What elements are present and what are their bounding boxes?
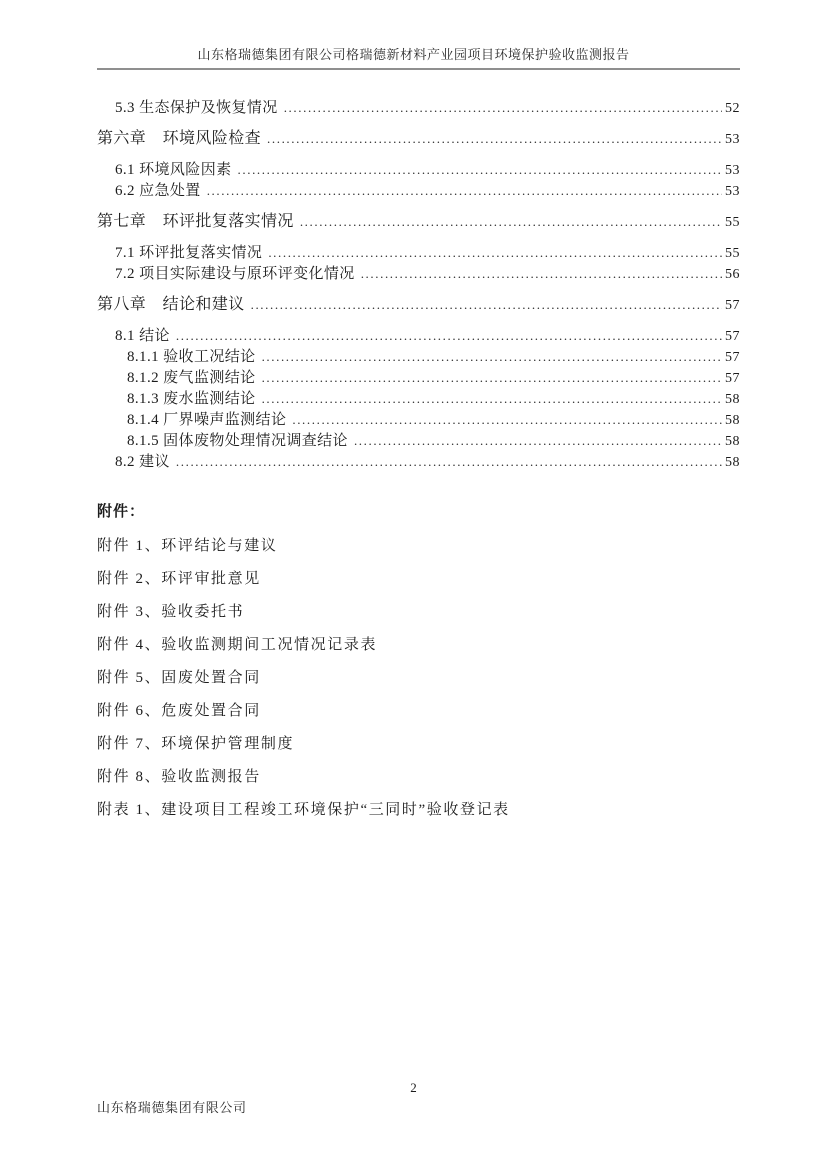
toc-entry — [97, 159, 740, 180]
toc-entry-label: 7.2 项目实际建设与原环评变化情况 — [115, 266, 355, 282]
toc-entry-label: 6.1 环境风险因素 — [115, 162, 232, 178]
toc-entry — [97, 409, 740, 430]
toc-entry — [97, 242, 740, 263]
toc-entry — [97, 346, 740, 367]
toc-entry-page: 57 — [725, 350, 740, 365]
toc-leader-dots — [207, 180, 722, 202]
toc-entry-page: 58 — [725, 413, 740, 428]
attachment-item: 附件 4、验收监测期间工况情况记录表 — [97, 637, 378, 653]
toc-leader-dots — [176, 325, 722, 347]
toc-entry-label: 8.1 结论 — [115, 328, 170, 344]
toc-entry — [97, 263, 740, 284]
page-header-title: 山东格瑞德集团有限公司格瑞德新材料产业园项目环境保护验收监测报告 — [197, 47, 630, 62]
toc-entry-page: 53 — [725, 163, 740, 178]
attachment-item: 附件 2、环评审批意见 — [97, 571, 261, 587]
toc-entry-page: 52 — [725, 101, 740, 116]
toc-entry-page: 57 — [725, 371, 740, 386]
toc-leader-dots — [268, 242, 722, 264]
toc-entry-page: 58 — [725, 434, 740, 449]
toc-leader-dots — [354, 430, 722, 452]
toc-entry — [97, 451, 740, 472]
header-rule — [97, 68, 740, 70]
attachments-list — [97, 536, 740, 833]
attachment-item: 附表 1、建设项目工程竣工环境保护“三同时”验收登记表 — [97, 802, 510, 818]
toc-entry-label: 第六章 环境风险检查 — [97, 130, 262, 147]
toc-leader-dots — [300, 211, 722, 232]
toc-entry-label: 8.1.2 废气监测结论 — [127, 370, 256, 386]
toc-entry-page: 58 — [725, 392, 740, 407]
toc-entry — [97, 430, 740, 451]
toc-leader-dots — [238, 159, 722, 181]
attachments-heading: 附件： — [97, 504, 146, 520]
toc-entry — [97, 211, 740, 232]
footer-company-name: 山东格瑞德集团有限公司 — [97, 1100, 247, 1115]
toc-entry-label: 5.3 生态保护及恢复情况 — [115, 100, 278, 116]
toc-leader-dots — [262, 388, 722, 410]
toc-entry-label: 6.2 应急处置 — [115, 183, 201, 199]
toc-leader-dots — [284, 97, 722, 119]
toc-entry-label: 8.1.3 废水监测结论 — [127, 391, 256, 407]
toc-entry — [97, 367, 740, 388]
toc — [97, 97, 740, 472]
toc-entry-page: 56 — [725, 267, 740, 282]
toc-entry-label: 8.2 建议 — [115, 454, 170, 470]
attachments-section — [97, 502, 740, 833]
toc-entry-page: 53 — [725, 184, 740, 199]
page-header — [0, 0, 827, 70]
attachment-item: 附件 8、验收监测报告 — [97, 769, 261, 785]
toc-entry-label: 第八章 结论和建议 — [97, 296, 245, 313]
toc-entry — [97, 128, 740, 149]
toc-leader-dots — [361, 263, 722, 285]
attachment-item: 附件 3、验收委托书 — [97, 604, 245, 620]
footer-page-number: 2 — [410, 1080, 417, 1095]
toc-entry-label: 7.1 环评批复落实情况 — [115, 245, 263, 261]
toc-entry — [97, 325, 740, 346]
toc-entry-label: 8.1.4 厂界噪声监测结论 — [127, 412, 287, 428]
toc-leader-dots — [251, 294, 722, 315]
toc-entry-page: 58 — [725, 455, 740, 470]
toc-entry — [97, 97, 740, 118]
toc-entry — [97, 294, 740, 315]
toc-entry-page: 57 — [725, 298, 740, 313]
attachment-item: 附件 7、环境保护管理制度 — [97, 736, 295, 752]
toc-leader-dots — [292, 409, 722, 431]
attachment-item: 附件 6、危废处置合同 — [97, 703, 261, 719]
toc-entry-page: 53 — [725, 132, 740, 147]
toc-leader-dots — [262, 367, 722, 389]
toc-entry-page: 55 — [725, 215, 740, 230]
toc-entry-page: 57 — [725, 329, 740, 344]
toc-leader-dots — [176, 451, 722, 473]
toc-entry-page: 55 — [725, 246, 740, 261]
attachment-item: 附件 1、环评结论与建议 — [97, 538, 278, 554]
attachment-item: 附件 5、固废处置合同 — [97, 670, 261, 686]
toc-entry-label: 8.1.5 固体废物处理情况调查结论 — [127, 433, 348, 449]
toc-entry — [97, 388, 740, 409]
toc-entry — [97, 180, 740, 201]
toc-entry-label: 第七章 环评批复落实情况 — [97, 213, 294, 230]
toc-leader-dots — [262, 346, 722, 368]
toc-leader-dots — [267, 128, 722, 149]
toc-entry-label: 8.1.1 验收工况结论 — [127, 349, 256, 365]
